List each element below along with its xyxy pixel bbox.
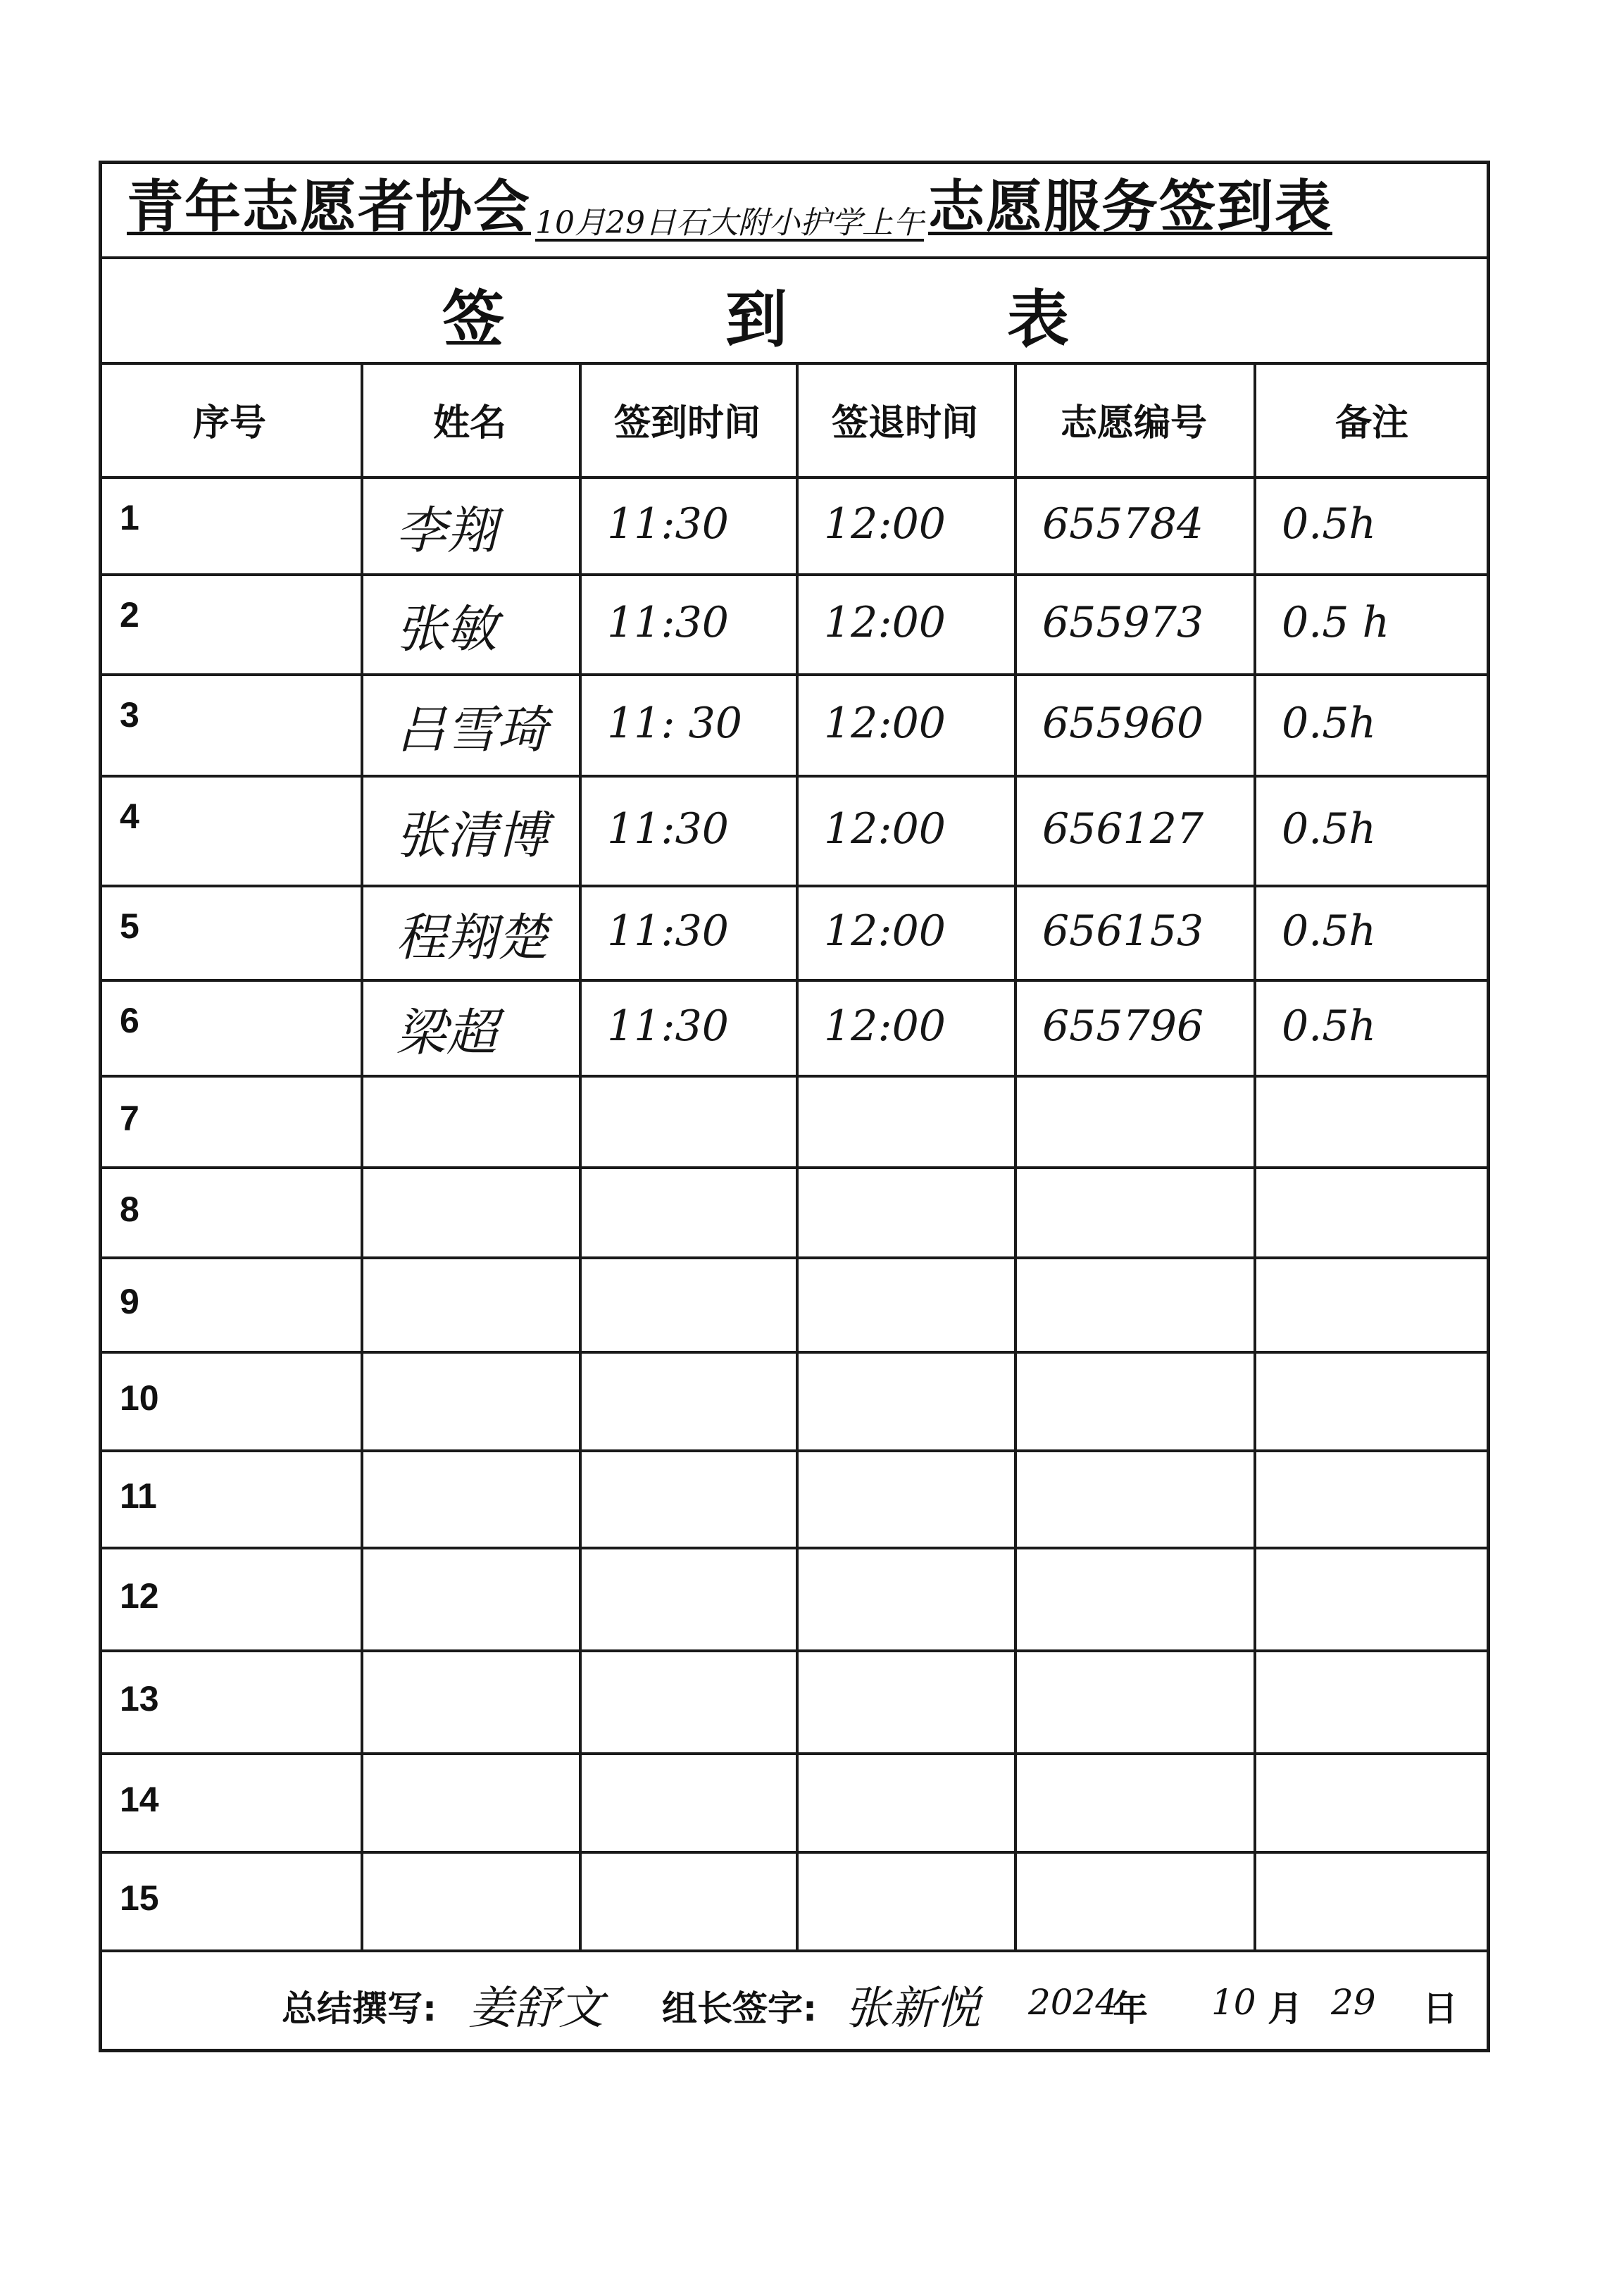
row-divider [99,476,1490,479]
form-title [127,161,1465,256]
cell-note: 0.5h [1282,499,1377,549]
cell-volunteer-id: 655796 [1042,1002,1204,1051]
row-number: 1 [120,498,139,537]
column-header-sign-out-time: 签退时间 [831,401,978,444]
table-row [99,1166,1490,1256]
row-number: 4 [120,797,139,836]
table-row [99,1351,1490,1449]
column-divider [361,362,363,1949]
row-divider [99,1166,1490,1169]
cell-note: 0.5h [1282,1002,1377,1051]
row-number: 2 [120,595,139,635]
row-divider [99,775,1490,778]
row-divider [99,885,1490,887]
cell-volunteer-id: 655784 [1042,499,1204,549]
cell-name: 张清博 [396,806,549,865]
row-divider [99,573,1490,576]
cell-name: 张敏 [396,599,498,659]
row-number: 12 [120,1576,159,1616]
title-printed-suffix: 志愿服务签到表 [927,174,1332,239]
cell-sign-out-time: 12:00 [824,1002,946,1051]
row-divider [99,1075,1490,1078]
row-divider [99,1351,1490,1354]
cell-volunteer-id: 656127 [1042,804,1204,854]
cell-volunteer-id: 655973 [1042,598,1204,647]
leader-signature-label: 组长签字: [662,1988,817,2029]
table-row [99,775,1490,885]
summary-writer-label: 总结撰写: [282,1988,437,2029]
cell-sign-in-time: 11:30 [607,906,729,956]
column-divider [1014,362,1017,1949]
cell-note: 0.5h [1282,804,1377,854]
cell-sign-out-time: 12:00 [824,598,946,647]
column-header-seq: 序号 [192,401,266,444]
column-divider [796,362,799,1949]
sign-in-sheet [99,161,1490,2052]
date-month-label: 月 [1268,1988,1303,2029]
row-number: 8 [120,1190,139,1229]
table-row [99,1851,1490,1949]
cell-name: 李翔 [396,501,498,560]
row-number: 15 [120,1878,159,1918]
table-footer [99,1949,1490,2052]
cell-note: 0.5h [1282,699,1377,748]
date-month: 10 [1211,1982,1256,2023]
cell-note: 0.5h [1282,906,1377,956]
table-row [99,476,1490,573]
date-day-label: 日 [1423,1988,1458,2029]
banner-char-3: 表 [1007,283,1070,356]
row-number: 13 [120,1679,159,1718]
row-number: 3 [120,695,139,735]
cell-sign-in-time: 11:30 [607,499,729,549]
table-row [99,885,1490,979]
date-year-label: 年 [1113,1988,1148,2029]
column-header-volunteer-id: 志愿编号 [1060,401,1207,444]
row-divider [99,362,1490,365]
cell-sign-out-time: 12:00 [824,499,946,549]
table-row [99,1075,1490,1166]
cell-sign-out-time: 12:00 [824,906,946,956]
cell-name: 梁超 [396,1003,498,1062]
title-printed-prefix: 青年志愿者协会 [127,174,531,239]
row-divider [99,256,1490,259]
row-number: 9 [120,1282,139,1321]
row-number: 7 [120,1099,139,1138]
table-row [99,979,1490,1075]
row-divider [99,673,1490,676]
row-number: 5 [120,906,139,946]
row-divider [99,1256,1490,1259]
cell-sign-out-time: 12:00 [824,699,946,748]
cell-sign-in-time: 11:30 [607,804,729,854]
column-header-name: 姓名 [432,401,506,444]
table-row [99,1256,1490,1351]
row-divider [99,1851,1490,1854]
summary-writer-signature: 姜舒文 [468,1983,604,2035]
title-handwritten-event: 10月29日石大附小护学上午 [535,205,924,241]
table-row [99,673,1490,775]
leader-signature: 张新悦 [845,1983,980,2035]
row-number: 11 [120,1476,157,1516]
table-row [99,1649,1490,1752]
row-divider [99,1547,1490,1549]
cell-sign-in-time: 11: 30 [607,699,742,748]
cell-volunteer-id: 656153 [1042,906,1204,956]
table-row [99,1449,1490,1547]
table-row [99,1547,1490,1649]
cell-note: 0.5 h [1282,598,1390,647]
date-year: 2024 [1028,1982,1118,2023]
row-divider [99,1752,1490,1755]
row-number: 10 [120,1378,159,1418]
banner-char-1: 签 [442,283,505,356]
row-divider [99,1449,1490,1452]
column-header-note: 备注 [1334,401,1408,444]
cell-name: 程翔楚 [396,908,549,967]
column-header-sign-in-time: 签到时间 [613,401,761,444]
row-number: 6 [120,1001,139,1040]
cell-sign-in-time: 11:30 [607,598,729,647]
row-divider [99,1649,1490,1652]
column-divider [1254,362,1256,1949]
cell-sign-in-time: 11:30 [607,1002,729,1051]
row-number: 14 [120,1780,159,1819]
cell-sign-out-time: 12:00 [824,804,946,854]
column-divider [579,362,582,1949]
cell-volunteer-id: 655960 [1042,699,1204,748]
table-row [99,573,1490,673]
cell-name: 吕雪琦 [396,700,549,759]
table-row [99,1752,1490,1851]
row-divider [99,979,1490,982]
banner-char-2: 到 [725,283,788,356]
sign-in-banner [99,256,1490,362]
date-day: 29 [1331,1982,1376,2023]
